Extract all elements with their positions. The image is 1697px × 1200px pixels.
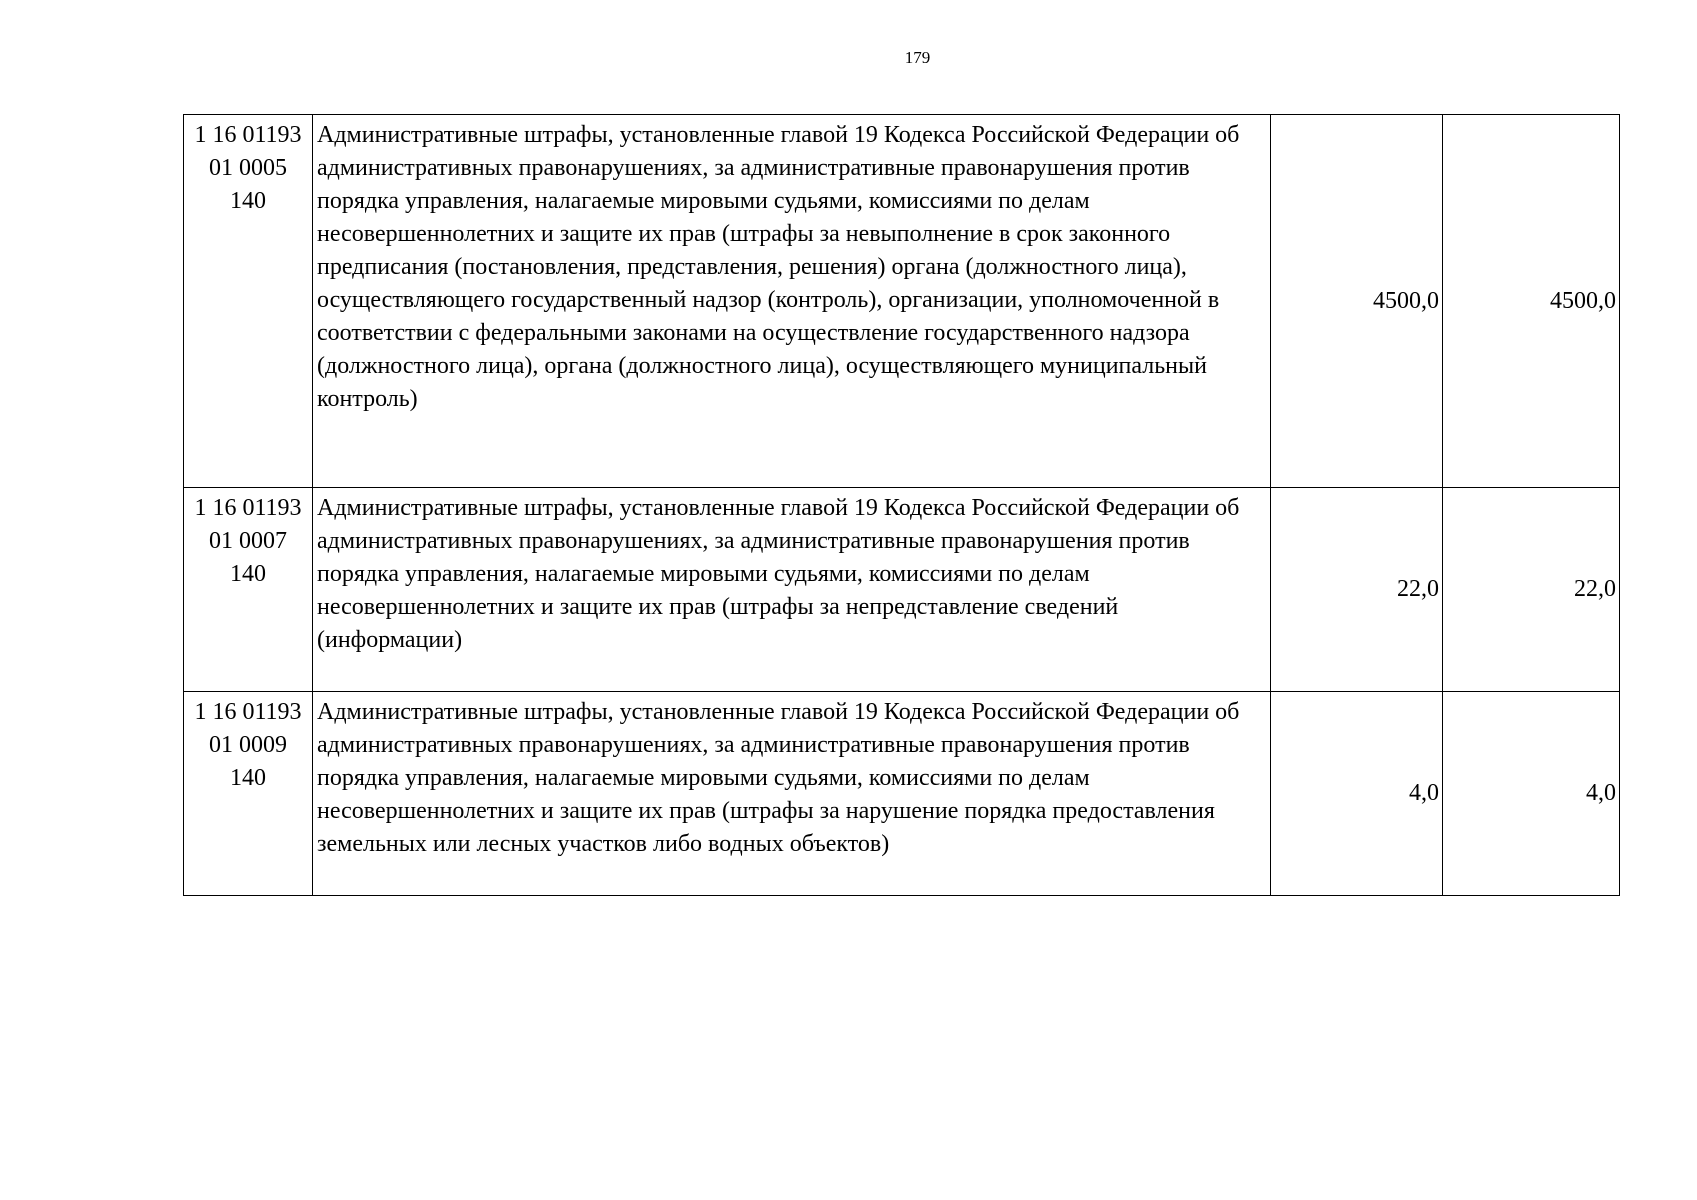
budget-code-cell: 1 16 01193 01 0005 140 (184, 115, 313, 488)
budget-table (183, 114, 1620, 896)
table-row (184, 488, 1620, 692)
budget-code-cell: 1 16 01193 01 0007 140 (184, 488, 313, 692)
amount-cell-1: 22,0 (1271, 488, 1443, 692)
amount-cell-2: 4500,0 (1443, 115, 1620, 488)
description-cell: Административные штрафы, установленные главой 19 Кодекса Российской Федерации об административных правонарушениях, за административные правонарушения против порядка управления, налагаемые мировыми судьями, комиссиями по делам несовершеннолетних и защите их прав (штрафы за невыполнение в срок законного предписания (постановления, представления, решения) органа (должностного лица), осуществляющего государственный надзор (контроль), организации, уполномоченной в соответствии с федеральными законами на осуществление государственного надзора (должностного лица), органа (должностного лица), осуществляющего муниципальный контроль) (313, 115, 1271, 488)
description-cell: Административные штрафы, установленные главой 19 Кодекса Российской Федерации об административных правонарушениях, за административные правонарушения против порядка управления, налагаемые мировыми судьями, комиссиями по делам несовершеннолетних и защите их прав (штрафы за нарушение порядка предоставления земельных или лесных участков либо водных объектов) (313, 692, 1271, 896)
table-row (184, 115, 1620, 488)
amount-cell-1: 4,0 (1271, 692, 1443, 896)
budget-code-cell: 1 16 01193 01 0009 140 (184, 692, 313, 896)
table-row (184, 692, 1620, 896)
page-number: 179 (904, 48, 931, 67)
amount-cell-1: 4500,0 (1271, 115, 1443, 488)
amount-cell-2: 22,0 (1443, 488, 1620, 692)
amount-cell-2: 4,0 (1443, 692, 1620, 896)
description-cell: Административные штрафы, установленные главой 19 Кодекса Российской Федерации об административных правонарушениях, за административные правонарушения против порядка управления, налагаемые мировыми судьями, комиссиями по делам несовершеннолетних и защите их прав (штрафы за непредставление сведений (информации) (313, 488, 1271, 692)
